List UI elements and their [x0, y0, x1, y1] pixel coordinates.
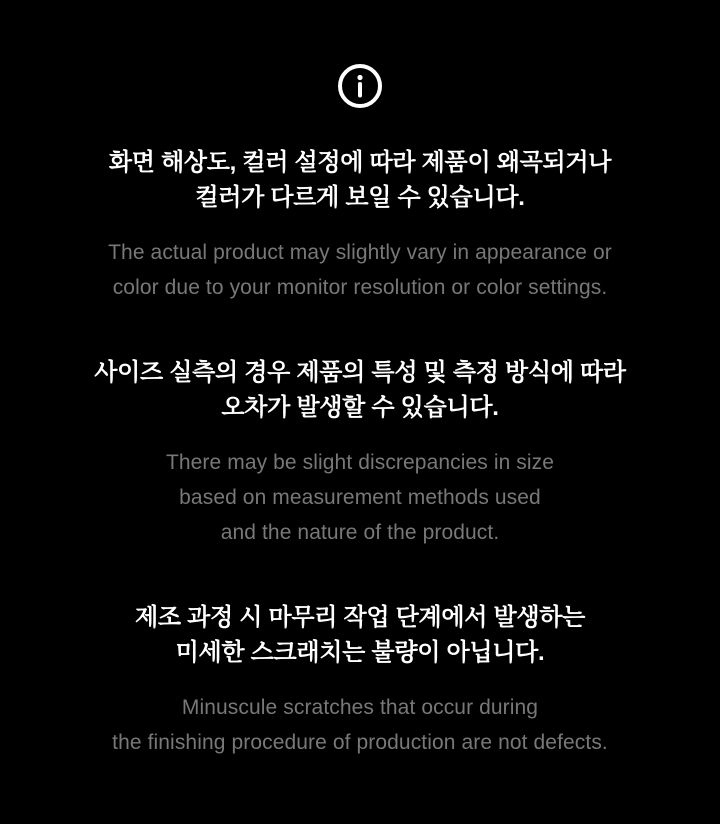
english-notice-line: There may be slight discrepancies in size [165, 451, 555, 474]
korean-notice-line: 사이즈 실측의 경우 제품의 특성 및 측정 방식에 따라 [94, 359, 626, 386]
notice-section-size [0, 355, 720, 550]
korean-notice-line: 제조 과정 시 마무리 작업 단계에서 발생하는 [134, 604, 586, 631]
english-notice-text [0, 445, 720, 550]
english-notice-line: based on measurement methods used [179, 486, 541, 509]
english-notice-line: Minuscule scratches that occur during [181, 696, 539, 719]
english-notice-text [0, 690, 720, 760]
english-notice-line: and the nature of the product. [220, 521, 500, 544]
korean-notice-text [0, 145, 720, 215]
korean-notice-line: 오차가 발생할 수 있습니다. [221, 394, 499, 421]
korean-notice-line: 화면 해상도, 컬러 설정에 따라 제품이 왜곡되거나 [108, 149, 612, 176]
notice-section-display [0, 145, 720, 305]
info-icon-wrap [0, 63, 720, 109]
notice-section-scratch [0, 600, 720, 760]
korean-notice-line: 컬러가 다르게 보일 수 있습니다. [195, 184, 525, 211]
korean-notice-text [0, 355, 720, 425]
english-notice-line: The actual product may slightly vary in appearance or [108, 241, 612, 264]
english-notice-text [0, 235, 720, 305]
korean-notice-text [0, 600, 720, 670]
korean-notice-line: 미세한 스크래치는 불량이 아닙니다. [175, 639, 545, 666]
info-icon [337, 63, 383, 109]
english-notice-line: color due to your monitor resolution or color settings. [112, 276, 608, 299]
english-notice-line: the finishing procedure of production are not defects. [112, 731, 608, 754]
